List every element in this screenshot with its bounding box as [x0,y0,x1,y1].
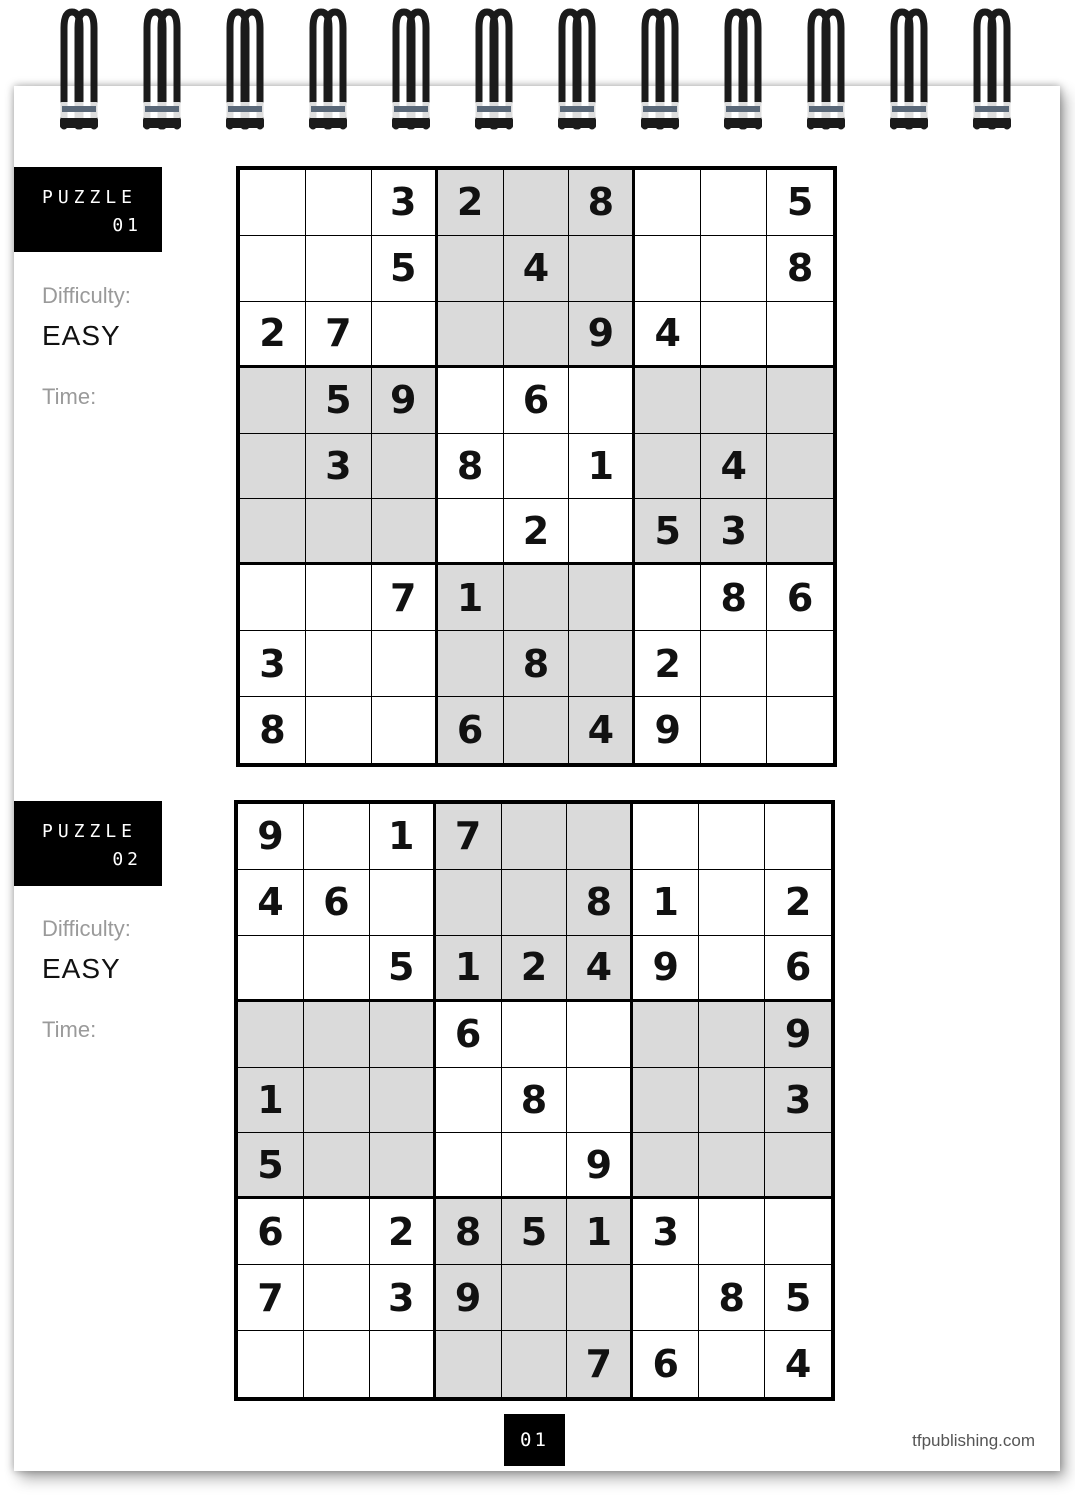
sudoku-cell[interactable]: 3 [306,434,372,500]
sudoku-cell[interactable]: 1 [436,936,502,1002]
sudoku-cell[interactable] [502,804,568,870]
spiral-ring-icon [388,6,432,130]
sudoku-cell[interactable] [701,170,767,236]
puzzle-tag-label: PUZZLE [42,187,138,208]
sudoku-cell[interactable]: 5 [372,236,438,302]
sudoku-cell[interactable] [304,1331,370,1397]
sudoku-cell[interactable]: 6 [238,1199,304,1265]
sudoku-cell[interactable] [701,631,767,697]
sudoku-cell[interactable] [767,697,833,763]
sudoku-cell[interactable]: 9 [635,697,701,763]
sudoku-cell[interactable] [238,936,304,1002]
sudoku-cell[interactable]: 9 [372,368,438,434]
sudoku-cell[interactable] [306,499,372,565]
sudoku-cell[interactable] [699,1133,765,1199]
sudoku-cell[interactable]: 3 [370,1265,436,1331]
difficulty-value: EASY [42,320,121,351]
spiral-ring-icon [139,6,183,130]
sudoku-cell[interactable] [633,1265,699,1331]
puzzle-tag-number: 01 [112,215,142,236]
spiral-ring-icon [637,6,681,130]
sudoku-cell[interactable] [502,1331,568,1397]
sudoku-cell[interactable]: 9 [633,936,699,1002]
sudoku-cell[interactable] [436,1133,502,1199]
sudoku-cell[interactable] [765,1199,831,1265]
sudoku-cell[interactable]: 3 [372,170,438,236]
sudoku-cell[interactable] [238,1002,304,1068]
sudoku-cell[interactable] [502,1002,568,1068]
sudoku-cell[interactable] [567,1002,633,1068]
sudoku-cell[interactable]: 7 [567,1331,633,1397]
sudoku-cell[interactable] [569,631,635,697]
difficulty-label: Difficulty: [42,283,131,308]
publisher-website: tfpublishing.com [912,1431,1035,1450]
sudoku-cell[interactable]: 5 [767,170,833,236]
sudoku-cell[interactable] [238,1331,304,1397]
sudoku-cell[interactable]: 4 [784,1342,812,1387]
sudoku-cell[interactable] [767,368,833,434]
sudoku-cell[interactable] [569,499,635,565]
page-number-badge: 01 [504,1414,565,1466]
sudoku-cell[interactable] [240,368,306,434]
sudoku-cell[interactable] [765,804,831,870]
sudoku-cell[interactable] [701,368,767,434]
sudoku-cell[interactable] [372,697,438,763]
sudoku-cell[interactable] [569,236,635,302]
sudoku-cell[interactable]: 8 [504,631,570,697]
sudoku-cell[interactable] [304,1199,370,1265]
sudoku-cell[interactable] [504,434,570,500]
sudoku-cell[interactable]: 8 [438,434,504,500]
sudoku-cell[interactable]: 5 [238,1133,304,1199]
sudoku-cell[interactable] [240,499,306,565]
sudoku-cell[interactable] [633,1068,699,1134]
sudoku-cell[interactable]: 7 [372,565,438,631]
sudoku-cell[interactable] [370,1068,436,1134]
sudoku-cell[interactable]: 8 [699,1265,765,1331]
sudoku-cell[interactable]: 2 [240,302,306,368]
sudoku-cell[interactable]: 5 [635,499,701,565]
spiral-ring-icon [803,6,847,130]
sudoku-cell[interactable] [699,1331,765,1397]
sudoku-grid-01 [236,166,837,767]
sudoku-cell[interactable]: 2 [504,499,570,565]
sudoku-cell[interactable]: 4 [504,236,570,302]
sudoku-cell[interactable]: 2 [370,1199,436,1265]
spiral-ring-icon [222,6,266,130]
sudoku-cell[interactable] [372,499,438,565]
sudoku-cell[interactable]: 6 [767,565,833,631]
sudoku-cell[interactable] [633,804,699,870]
puzzle-tag-02 [14,801,162,886]
sudoku-cell[interactable]: 7 [306,302,372,368]
sudoku-cell[interactable]: 6 [504,368,570,434]
sudoku-cell[interactable]: 5 [370,936,436,1002]
sudoku-cell[interactable]: 9 [567,1133,633,1199]
sudoku-cell[interactable] [635,368,701,434]
puzzle-tag-label: PUZZLE [42,821,138,842]
sudoku-cell[interactable]: 6 [633,1331,699,1397]
sudoku-cell[interactable] [699,936,765,1002]
sudoku-cell[interactable]: 1 [370,804,436,870]
sudoku-cell[interactable] [504,170,570,236]
sudoku-cell[interactable] [701,236,767,302]
sudoku-cell[interactable] [306,697,372,763]
sudoku-cell[interactable] [304,1133,370,1199]
sudoku-cell[interactable] [306,236,372,302]
sudoku-cell[interactable] [372,434,438,500]
sudoku-cell[interactable] [633,1133,699,1199]
sudoku-cell[interactable] [436,1331,502,1397]
sudoku-cell[interactable]: 7 [238,1265,304,1331]
sudoku-cell[interactable]: 1 [633,870,699,936]
spiral-binding [0,0,1075,135]
sudoku-cell[interactable] [304,936,370,1002]
sudoku-cell[interactable]: 9 [238,804,304,870]
sudoku-cell[interactable]: 4 [635,302,701,368]
sudoku-cell[interactable]: 4 [569,697,635,763]
sudoku-cell[interactable] [699,1068,765,1134]
sudoku-cell[interactable] [502,1265,568,1331]
sudoku-cell[interactable]: 2 [438,170,504,236]
sudoku-cell[interactable] [502,1133,568,1199]
sudoku-cell[interactable]: 5 [765,1265,831,1331]
sudoku-cell[interactable] [767,302,833,368]
time-label: Time: [42,384,97,409]
sudoku-cell[interactable] [438,631,504,697]
sudoku-cell[interactable] [701,302,767,368]
sudoku-cell[interactable]: 4 [567,936,633,1002]
sudoku-cell[interactable]: 6 [436,1002,502,1068]
sudoku-cell[interactable] [306,565,372,631]
sudoku-cell[interactable] [436,1068,502,1134]
spiral-ring-icon [886,6,930,130]
sudoku-cell[interactable]: 3 [633,1199,699,1265]
sudoku-cell[interactable]: 3 [765,1068,831,1134]
sudoku-cell[interactable]: 8 [502,1068,568,1134]
sudoku-cell[interactable] [765,1133,831,1199]
sudoku-cell[interactable] [701,697,767,763]
sudoku-cell[interactable] [436,870,502,936]
sudoku-cell[interactable] [306,170,372,236]
sudoku-cell[interactable]: 3 [701,499,767,565]
sudoku-cell[interactable] [370,1133,436,1199]
difficulty-label: Difficulty: [42,916,131,941]
sudoku-cell[interactable]: 1 [569,434,635,500]
sudoku-cell[interactable]: 6 [304,870,370,936]
sudoku-cell[interactable] [438,236,504,302]
sudoku-cell[interactable] [304,804,370,870]
sudoku-cell[interactable]: 8 [701,565,767,631]
sudoku-cell[interactable]: 1 [238,1068,304,1134]
sudoku-cell[interactable] [567,1068,633,1134]
time-label: Time: [42,1017,97,1042]
sudoku-cell[interactable]: 3 [240,631,306,697]
sudoku-cell[interactable] [699,804,765,870]
sudoku-cell[interactable] [633,1002,699,1068]
sudoku-cell[interactable] [372,302,438,368]
sudoku-cell[interactable] [240,170,306,236]
sudoku-cell[interactable] [635,170,701,236]
sudoku-cell[interactable]: 2 [502,936,568,1002]
spiral-ring-icon [471,6,515,130]
sudoku-cell[interactable]: 1 [438,565,504,631]
sudoku-cell[interactable] [635,434,701,500]
sudoku-cell[interactable]: 4 [701,434,767,500]
spiral-ring-icon [305,6,349,130]
sudoku-cell[interactable] [504,565,570,631]
sudoku-cell[interactable] [569,565,635,631]
difficulty-value: EASY [42,953,121,984]
sudoku-cell[interactable]: 8 [569,170,635,236]
sudoku-cell[interactable] [699,870,765,936]
sudoku-cell[interactable]: 1 [567,1199,633,1265]
sudoku-cell[interactable] [635,565,701,631]
sudoku-cell[interactable]: 8 [436,1199,502,1265]
sudoku-cell[interactable] [504,697,570,763]
sudoku-cell[interactable] [767,434,833,500]
sudoku-cell[interactable] [304,1002,370,1068]
puzzle-tag-01 [14,167,162,252]
sudoku-cell[interactable]: 2 [765,870,831,936]
sudoku-cell[interactable]: 6 [438,697,504,763]
sudoku-cell[interactable]: 8 [767,236,833,302]
sudoku-cell[interactable] [699,1199,765,1265]
sudoku-cell[interactable] [438,499,504,565]
sudoku-cell[interactable] [370,1002,436,1068]
sudoku-cell[interactable]: 6 [765,936,831,1002]
sudoku-cell[interactable]: 8 [567,870,633,936]
sudoku-cell[interactable] [304,1068,370,1134]
sudoku-cell[interactable] [767,631,833,697]
sudoku-cell[interactable] [438,368,504,434]
sudoku-cell[interactable]: 5 [502,1199,568,1265]
sudoku-cell[interactable] [240,236,306,302]
sudoku-cell[interactable]: 5 [306,368,372,434]
sudoku-cell[interactable] [438,302,504,368]
sudoku-cell[interactable] [567,804,633,870]
sudoku-cell[interactable] [504,302,570,368]
sudoku-cell[interactable]: 9 [569,302,635,368]
spiral-ring-icon [56,6,100,130]
sudoku-cell[interactable]: 9 [436,1265,502,1331]
sudoku-cell[interactable] [304,1265,370,1331]
sudoku-cell[interactable] [567,1265,633,1331]
sudoku-cell[interactable] [767,499,833,565]
spiral-ring-icon [720,6,764,130]
puzzle-tag-number: 02 [112,849,142,870]
sudoku-cell[interactable] [306,631,372,697]
sudoku-cell[interactable] [240,565,306,631]
sudoku-cell[interactable] [699,1002,765,1068]
spiral-ring-icon [969,6,1013,130]
sudoku-cell[interactable]: 8 [240,697,306,763]
sudoku-cell[interactable] [502,870,568,936]
sudoku-cell[interactable]: 4 [238,870,304,936]
sudoku-cell[interactable] [240,434,306,500]
sudoku-cell[interactable] [370,1331,436,1397]
sudoku-cell[interactable] [569,368,635,434]
sudoku-cell[interactable]: 2 [635,631,701,697]
sudoku-cell[interactable]: 9 [765,1002,831,1068]
sudoku-cell[interactable] [372,631,438,697]
sudoku-cell[interactable] [370,870,436,936]
spiral-ring-icon [554,6,598,130]
sudoku-cell[interactable]: 7 [436,804,502,870]
sudoku-grid-02 [234,800,835,1401]
sudoku-cell[interactable] [635,236,701,302]
